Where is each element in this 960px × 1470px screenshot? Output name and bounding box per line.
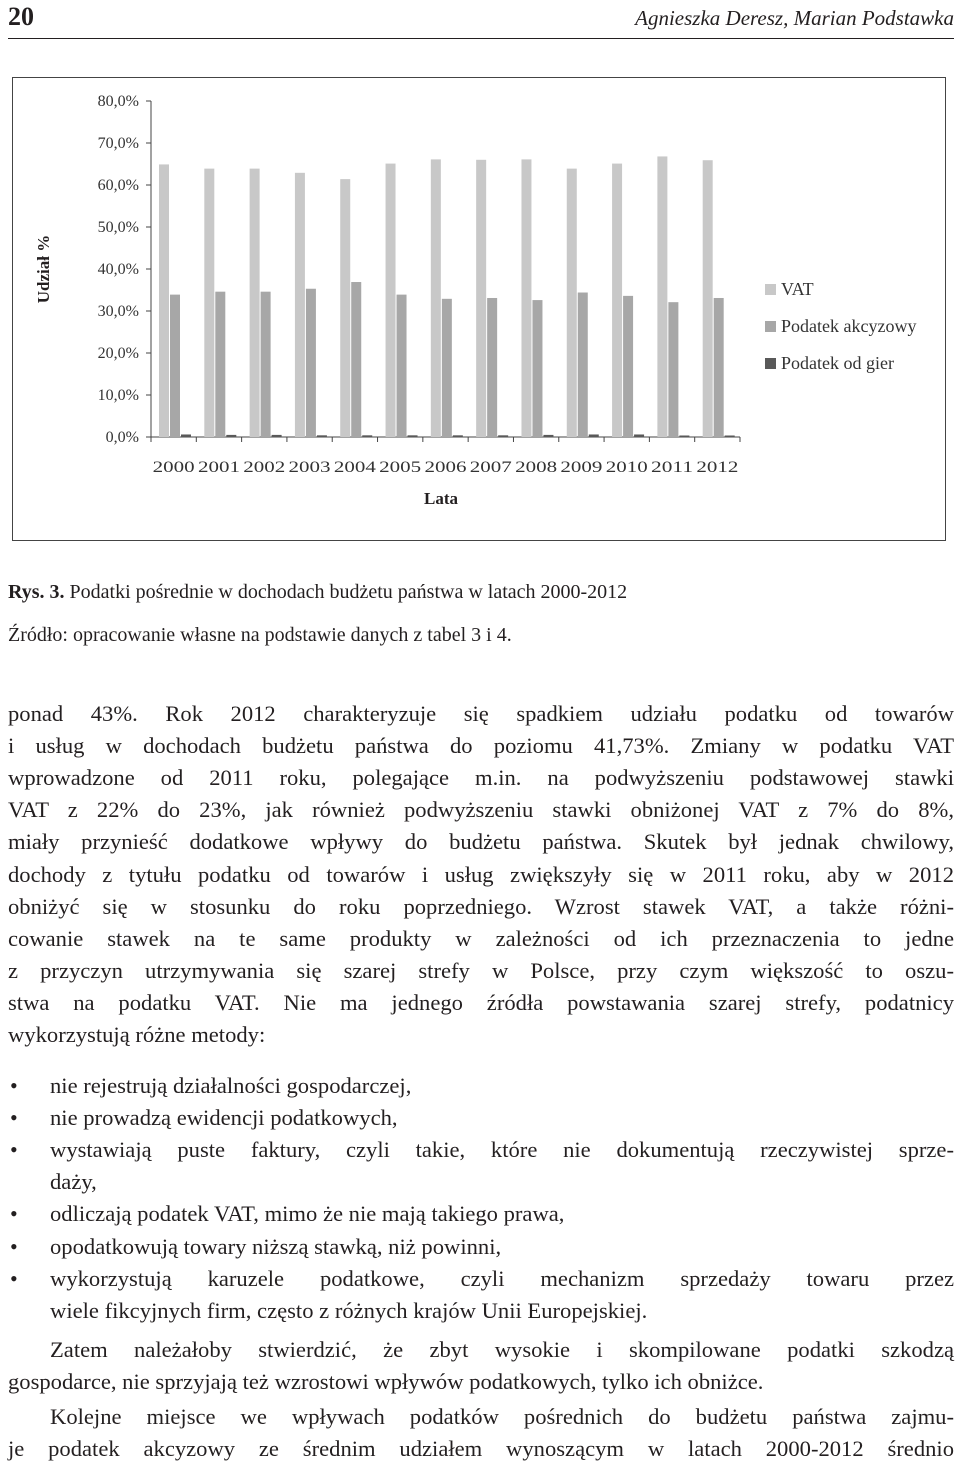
y-tick-label: 40,0% xyxy=(97,261,139,278)
bullet-item-line: daży, xyxy=(50,1169,97,1195)
x-tick-label: 2012 xyxy=(696,459,739,476)
y-tick-label: 50,0% xyxy=(97,219,139,236)
caption-label: Rys. 3. xyxy=(8,581,65,603)
body-line: wykorzystują różne metody: xyxy=(8,1022,266,1047)
y-tick-label: 10,0% xyxy=(97,387,139,404)
body-line: dochody z tytułu podatku od towarów i usług zwiększyły się w 2011 roku, aby w 2012 xyxy=(8,861,954,887)
bar-podatek-akcyzowy xyxy=(532,300,542,437)
body-line: gospodarce, nie sprzyjają też wzrostowi wpływów podatkowych, tylko ich obniżce. xyxy=(8,1369,764,1395)
bar-podatek-od-gier xyxy=(543,435,553,437)
x-tick-label: 2009 xyxy=(560,459,603,476)
y-tick-label: 70,0% xyxy=(97,135,139,152)
bar-podatek-akcyzowy xyxy=(397,295,407,437)
body-line: je podatek akcyzowy ze średnim udziałem wynoszącym w latach 2000-2012 średnio xyxy=(8,1436,954,1462)
x-tick-label: 2003 xyxy=(288,459,331,476)
bullet-item-line: odliczają podatek VAT, mimo że nie mają takiego prawa, xyxy=(50,1201,565,1227)
bar-podatek-akcyzowy xyxy=(487,298,497,437)
bar-podatek-od-gier xyxy=(408,435,418,437)
bar-podatek-akcyzowy xyxy=(668,302,678,437)
bullet-item-line: wykorzystują karuzele podatkowe, czyli mechanizm sprzedaży towaru przez xyxy=(50,1265,954,1291)
bar-podatek-akcyzowy xyxy=(261,292,271,437)
running-head: Agnieszka Deresz, Marian Podstawka xyxy=(635,6,954,30)
x-tick-label: 2002 xyxy=(243,459,286,476)
body-line: ponad 43%. Rok 2012 charakteryzuje się spadkiem udziału podatku od towarów xyxy=(8,701,954,726)
bar-vat xyxy=(204,169,214,437)
bar-podatek-od-gier xyxy=(272,435,282,437)
bar-podatek-akcyzowy xyxy=(306,289,316,437)
bar-podatek-od-gier xyxy=(634,434,644,437)
x-tick-label: 2005 xyxy=(379,459,422,476)
bullet-dot: • xyxy=(10,1201,18,1227)
figure-caption xyxy=(8,580,627,604)
bar-vat xyxy=(476,160,486,437)
bar-podatek-akcyzowy xyxy=(623,296,633,437)
bar-podatek-od-gier xyxy=(362,435,372,437)
bullet-dot: • xyxy=(10,1073,18,1098)
bar-podatek-od-gier xyxy=(317,435,327,437)
bar-vat xyxy=(386,164,396,437)
bar-podatek-akcyzowy xyxy=(215,292,225,437)
y-tick-label: 80,0% xyxy=(97,93,139,110)
x-tick-label: 2004 xyxy=(333,459,376,476)
bar-vat xyxy=(431,159,441,437)
legend-label: Podatek od gier xyxy=(781,353,894,373)
bar-vat xyxy=(250,169,260,437)
x-axis-title: Lata xyxy=(424,489,458,508)
bullet-item-line: nie rejestrują działalności gospodarczej, xyxy=(50,1073,412,1098)
bullet-dot: • xyxy=(10,1265,18,1291)
bar-vat xyxy=(657,156,667,437)
x-tick-label: 2000 xyxy=(152,459,195,476)
bar-podatek-od-gier xyxy=(181,434,191,437)
legend-swatch xyxy=(765,321,776,332)
bullet-item-line: wystawiają puste faktury, czyli takie, które nie dokumentują rzeczywistej sprze- xyxy=(50,1137,954,1163)
y-tick-label: 60,0% xyxy=(97,177,139,194)
x-tick-label: 2008 xyxy=(515,459,558,476)
bar-vat xyxy=(159,164,169,437)
body-line: stwa na podatku VAT. Nie ma jednego źródła powstawania szarej strefy, podatnicy xyxy=(8,989,954,1015)
bar-vat xyxy=(703,160,713,437)
bar-podatek-akcyzowy xyxy=(578,293,588,437)
legend-label: Podatek akcyzowy xyxy=(781,316,917,336)
x-tick-label: 2001 xyxy=(197,459,240,476)
body-line: Kolejne miejsce we wpływach podatków pośrednich do budżetu państwa zajmu- xyxy=(50,1404,954,1429)
bullet-dot: • xyxy=(10,1137,18,1163)
bullet-item-line: opodatkowują towary niższą stawką, niż powinni, xyxy=(50,1233,502,1259)
legend-label: VAT xyxy=(781,279,814,299)
bar-podatek-od-gier xyxy=(226,435,236,437)
bar-podatek-akcyzowy xyxy=(714,298,724,437)
body-line: i usług w dochodach budżetu państwa do poziomu 41,73%. Zmiany w podatku VAT xyxy=(8,733,954,759)
page-header xyxy=(8,0,954,39)
legend-swatch xyxy=(765,358,776,369)
bar-podatek-od-gier xyxy=(679,436,689,438)
y-tick-label: 20,0% xyxy=(97,345,139,362)
bar-podatek-od-gier xyxy=(589,434,599,437)
bar-podatek-akcyzowy xyxy=(170,295,180,437)
body-line: miały przynieść dodatkowe wpływy do budżetu państwa. Skutek był jednak chwilowy, xyxy=(8,829,954,855)
bullet-dot: • xyxy=(10,1105,18,1131)
bar-podatek-od-gier xyxy=(498,435,508,437)
bar-chart xyxy=(13,78,945,540)
body-line: VAT z 22% do 23%, jak również podwyższeniu stawki obniżonej VAT z 7% do 8%, xyxy=(8,797,954,823)
body-line: z przyczyn utrzymywania się szarej strefy w Polsce, przy czym większość to oszu- xyxy=(8,957,954,983)
bar-vat xyxy=(612,164,622,437)
bullet-item-line: nie prowadzą ewidencji podatkowych, xyxy=(50,1105,398,1131)
page-number: 20 xyxy=(8,2,34,31)
x-tick-label: 2011 xyxy=(651,459,694,476)
bar-podatek-od-gier xyxy=(453,435,463,437)
caption-source: Źródło: opracowanie własne na podstawie danych z tabel 3 i 4. xyxy=(8,624,512,646)
body-line: wprowadzone od 2011 roku, polegające m.in. na podwyższeniu podstawowej stawki xyxy=(8,765,954,791)
bar-vat xyxy=(521,159,531,437)
bar-vat xyxy=(340,179,350,437)
bullet-dot: • xyxy=(10,1233,18,1259)
bar-vat xyxy=(295,173,305,437)
x-tick-label: 2010 xyxy=(605,459,648,476)
bar-vat xyxy=(567,169,577,437)
bullet-item-line: wiele fikcyjnych firm, często z różnych krajów Unii Europejskiej. xyxy=(50,1297,648,1323)
bar-podatek-akcyzowy xyxy=(442,299,452,437)
y-axis-title: Udział % xyxy=(34,234,53,304)
x-tick-label: 2006 xyxy=(424,459,467,476)
body-line: Zatem należałoby stwierdzić, że zbyt wysokie i skompilowane podatki szkodzą xyxy=(50,1337,954,1362)
body-line: cowanie stawek na te same produkty w zależności od ich przeznaczenia to jedne xyxy=(8,925,954,951)
y-tick-label: 0,0% xyxy=(105,429,139,446)
x-tick-label: 2007 xyxy=(469,459,512,476)
bar-podatek-akcyzowy xyxy=(351,282,361,437)
caption-title: Podatki pośrednie w dochodach budżetu państwa w latach 2000-2012 xyxy=(64,581,628,603)
chart-frame xyxy=(12,77,946,541)
bar-podatek-od-gier xyxy=(725,436,735,438)
body-line: obniżyć się w stosunku do roku poprzedniego. Wzrost stawek VAT, a także różni- xyxy=(8,893,954,919)
y-tick-label: 30,0% xyxy=(97,303,139,320)
legend-swatch xyxy=(765,284,776,295)
